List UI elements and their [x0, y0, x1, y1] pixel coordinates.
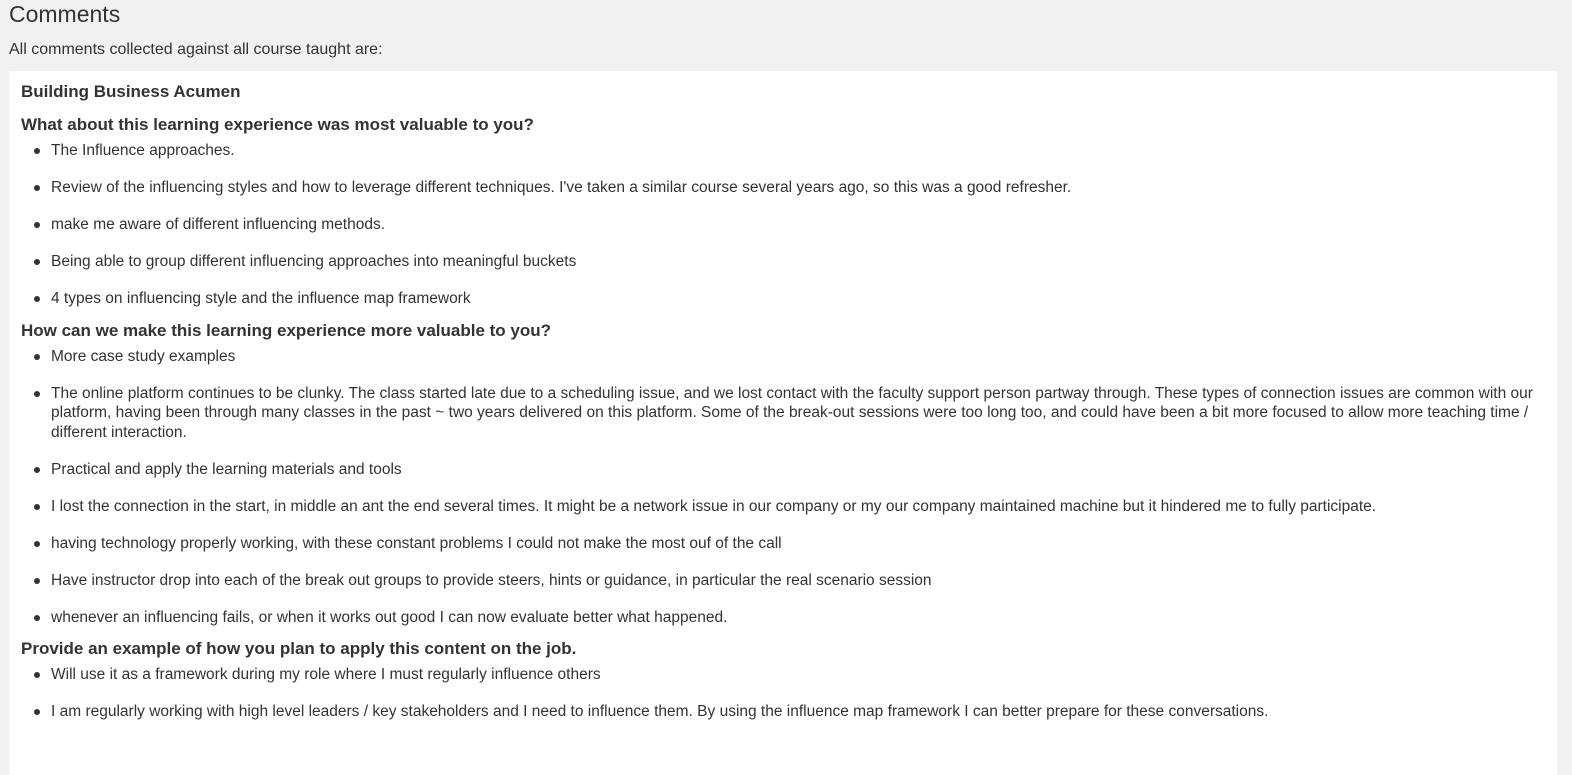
- answer-list: [21, 141, 1545, 309]
- answer-text: The online platform continues to be clunky. The class started late due to a scheduling issue, and we lost contact with the faculty support person partway through. These types of connection issues are common with our platform, having been through many classes in the past ~ two years delivered on this platform. Some of the break-out sessions were too long too, and could have been a bit more focused to allow more teaching time / different interaction.: [51, 384, 1533, 441]
- list-item: [51, 347, 1545, 367]
- bullet-icon: [34, 222, 40, 228]
- answer-text: Review of the influencing styles and how to leverage different techniques. I've taken a similar course several years ago, so this was a good refresher.: [51, 179, 1072, 196]
- question-heading: Provide an example of how you plan to apply this content on the job.: [21, 639, 577, 658]
- answer-text: whenever an influencing fails, or when it works out good I can now evaluate better what happened.: [51, 608, 728, 626]
- bullet-icon: [34, 148, 40, 154]
- bullet-icon: [34, 296, 40, 302]
- list-item: [51, 141, 1545, 161]
- list-item: [51, 497, 1545, 517]
- comments-panel: [9, 71, 1557, 775]
- answer-text: Being able to group different influencing approaches into meaningful buckets: [51, 253, 577, 270]
- bullet-icon: [34, 672, 40, 678]
- bullet-icon: [34, 391, 40, 397]
- list-item: [51, 460, 1545, 480]
- bullet-icon: [34, 578, 40, 584]
- list-item: [51, 534, 1545, 554]
- answer-text: Have instructor drop into each of the break out groups to provide steers, hints or guidance, in particular the real scenario session: [51, 571, 932, 589]
- question-heading: What about this learning experience was most valuable to you?: [21, 115, 534, 134]
- question-heading: How can we make this learning experience more valuable to you?: [21, 320, 552, 340]
- list-item: [51, 384, 1545, 443]
- bullet-icon: [34, 541, 40, 547]
- list-item: [51, 178, 1545, 198]
- list-item: [51, 252, 1545, 272]
- answer-text: having technology properly working, with these constant problems I could not make the most ouf of the call: [51, 534, 782, 552]
- bullet-icon: [34, 615, 40, 621]
- answer-text: Practical and apply the learning materials and tools: [51, 460, 402, 478]
- bullet-icon: [34, 259, 40, 265]
- page-subtitle: All comments collected against all course taught are:: [9, 41, 383, 58]
- answer-text: I lost the connection in the start, in middle an ant the end several times. It might be a network issue in our company or my our company maintained machine but it hindered me to fully participate.: [51, 497, 1377, 515]
- list-item: [51, 702, 1545, 722]
- answer-list: [21, 665, 1545, 722]
- answer-list: [21, 347, 1545, 628]
- answer-text: make me aware of different influencing methods.: [51, 216, 386, 233]
- answer-text: More case study examples: [51, 347, 236, 365]
- course-title: Building Business Acumen: [21, 82, 241, 101]
- list-item: [51, 289, 1545, 309]
- bullet-icon: [34, 709, 40, 715]
- answer-text: I am regularly working with high level leaders / key stakeholders and I need to influence them. By using the influence map framework I can better prepare for these conversations.: [51, 703, 1269, 720]
- answer-text: 4 types on influencing style and the influence map framework: [51, 290, 471, 307]
- list-item: [51, 665, 1545, 685]
- answer-text: Will use it as a framework during my role where I must regularly influence others: [51, 666, 601, 683]
- list-item: [51, 608, 1545, 628]
- bullet-icon: [34, 504, 40, 510]
- page-title: Comments: [9, 1, 121, 27]
- bullet-icon: [34, 467, 40, 473]
- bullet-icon: [34, 185, 40, 191]
- list-item: [51, 215, 1545, 235]
- answer-text: The Influence approaches.: [51, 142, 235, 159]
- bullet-icon: [34, 354, 40, 360]
- list-item: [51, 571, 1545, 591]
